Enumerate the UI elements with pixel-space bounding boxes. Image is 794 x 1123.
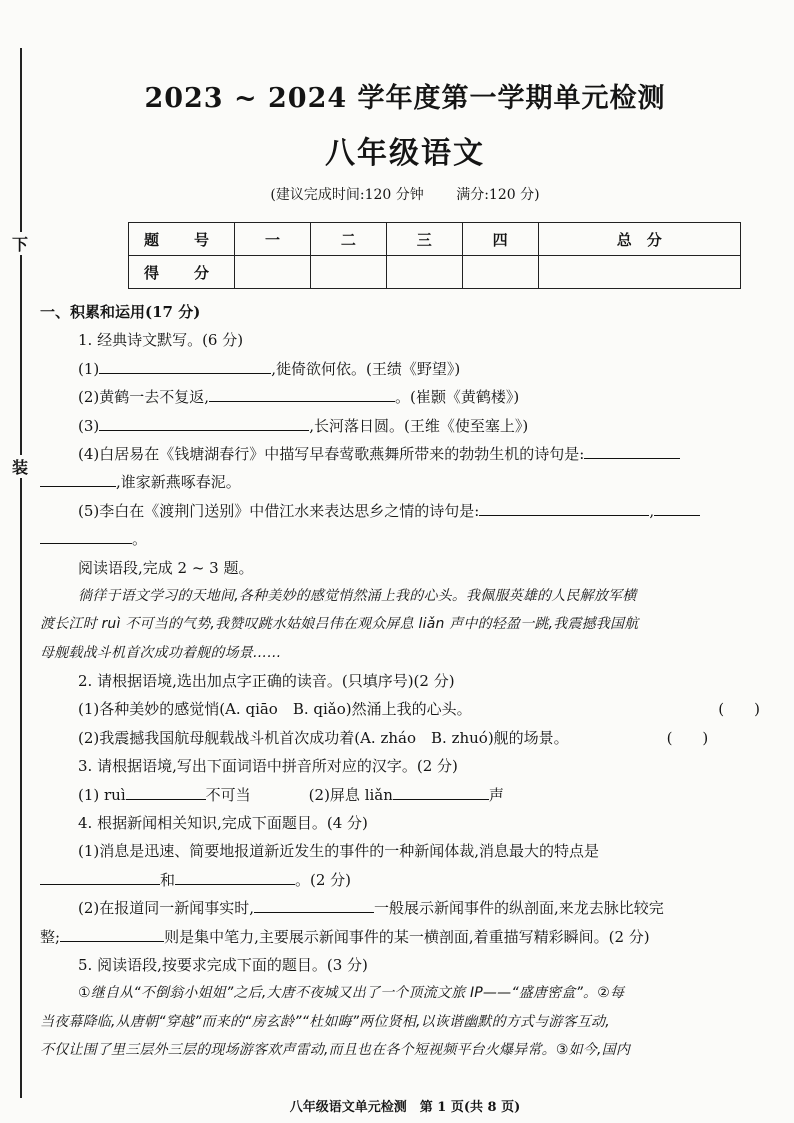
question-stem: 2. 请根据语境,选出加点字正确的读音。(只填序号)(2 分) bbox=[78, 672, 455, 691]
question-item bbox=[40, 412, 770, 440]
binding-line bbox=[20, 48, 22, 1098]
answer-paren[interactable]: ( ) bbox=[666, 728, 709, 747]
item-text: 。 bbox=[132, 530, 148, 549]
item-text: ,谁家新燕啄春泥。 bbox=[116, 473, 241, 492]
score-note: 满分:120 分) bbox=[456, 187, 540, 203]
item-text: (2)屏息 liǎn bbox=[308, 785, 393, 804]
score-table-header-row bbox=[129, 223, 741, 256]
time-note: (建议完成时间:120 分钟 bbox=[270, 187, 424, 203]
passage-line: 徜徉于语文学习的天地间,各种美妙的感觉悄然涌上我的心头。我佩服英雄的人民解放军横 bbox=[78, 587, 637, 604]
score-table-score-row bbox=[129, 256, 741, 289]
score-cell[interactable] bbox=[538, 256, 740, 289]
answer-blank[interactable] bbox=[40, 866, 160, 885]
answer-blank[interactable] bbox=[126, 781, 206, 800]
question-item-continued bbox=[40, 923, 770, 951]
question-item bbox=[40, 497, 770, 525]
item-text: (1)消息是迅速、简要地报道新近发生的事件的一种新闻体裁,消息最大的特点是 bbox=[78, 842, 600, 861]
reading-intro: 阅读语段,完成 2 ~ 3 题。 bbox=[78, 558, 254, 577]
item-text: 整; bbox=[40, 927, 61, 946]
answer-blank[interactable] bbox=[209, 383, 395, 402]
question-item bbox=[40, 894, 770, 922]
answer-blank[interactable] bbox=[99, 412, 309, 431]
item-text: 则是集中笔力,主要展示新闻事件的某一横剖面,着重描写精彩瞬间。(2 分) bbox=[164, 927, 650, 946]
item-text: 。(崔颢《黄鹤楼》) bbox=[395, 388, 520, 407]
binding-mark-top: 下 bbox=[8, 232, 32, 255]
answer-blank[interactable] bbox=[654, 497, 700, 516]
question-item bbox=[40, 781, 770, 809]
item-label: (3) bbox=[78, 416, 100, 435]
score-col-2: 二 bbox=[310, 223, 386, 256]
question-item-continued bbox=[40, 525, 770, 553]
section-heading: 一、积累和运用(17 分) bbox=[40, 303, 201, 321]
score-col-3: 三 bbox=[386, 223, 462, 256]
question-item bbox=[40, 440, 770, 468]
question-item bbox=[40, 695, 770, 723]
item-label: (1) bbox=[78, 359, 100, 378]
answer-paren[interactable]: ( ) bbox=[718, 700, 760, 719]
answer-blank[interactable] bbox=[479, 497, 649, 516]
item-text: (5)李白在《渡荆门送别》中借江水来表达思乡之情的诗句是: bbox=[78, 501, 480, 520]
answer-blank[interactable] bbox=[393, 781, 489, 800]
page-footer: 八年级语文单元检测 第 1 页(共 8 页) bbox=[289, 1100, 521, 1115]
score-cell[interactable] bbox=[462, 256, 538, 289]
item-text: (1)各种美妙的感觉悄(A. qiāo B. qiǎo)然涌上我的心头。 bbox=[78, 700, 472, 719]
score-row-label: 得 分 bbox=[129, 256, 235, 289]
question-item bbox=[40, 724, 770, 752]
item-text: (2)我震撼我国航母舰载战斗机首次成功着(A. zháo B. zhuó)舰的场景。 bbox=[78, 728, 569, 747]
score-cell[interactable] bbox=[310, 256, 386, 289]
score-cell[interactable] bbox=[386, 256, 462, 289]
item-text: , bbox=[649, 501, 655, 520]
question-item bbox=[40, 837, 770, 865]
exam-timing bbox=[40, 184, 770, 204]
passage-line: 当夜幕降临,从唐朝“穿越”而来的“房玄龄”“杜如晦”两位贤相,以诙谐幽默的方式与游客互动, bbox=[40, 1013, 610, 1030]
question-item bbox=[40, 383, 770, 411]
answer-blank[interactable] bbox=[584, 440, 680, 459]
answer-blank[interactable] bbox=[40, 468, 116, 487]
passage-line: ①继自从“不倒翁小姐姐”之后,大唐不夜城又出了一个顶流文旅 IP——“盛唐密盒”。②每 bbox=[78, 985, 625, 1002]
exam-content bbox=[40, 298, 770, 1065]
item-text: 和 bbox=[160, 870, 176, 889]
item-text: (1) ruì bbox=[78, 785, 126, 804]
score-col-total: 总 分 bbox=[538, 223, 740, 256]
question-stem: 4. 根据新闻相关知识,完成下面题目。(4 分) bbox=[78, 814, 368, 833]
binding-mark-bottom: 装 bbox=[8, 455, 32, 478]
answer-blank[interactable] bbox=[40, 525, 132, 544]
answer-blank[interactable] bbox=[175, 866, 295, 885]
exam-subtitle: 八年级语文 bbox=[325, 136, 485, 171]
item-text: ,徙倚欲何依。(王绩《野望》) bbox=[271, 359, 461, 378]
item-text: ,长河落日圆。(王维《使至塞上》) bbox=[309, 416, 529, 435]
score-col-4: 四 bbox=[462, 223, 538, 256]
score-table bbox=[128, 222, 741, 289]
question-stem: 5. 阅读语段,按要求完成下面的题目。(3 分) bbox=[78, 955, 368, 974]
answer-blank[interactable] bbox=[60, 923, 164, 942]
item-text: 一般展示新闻事件的纵剖面,来龙去脉比较完 bbox=[374, 899, 664, 918]
passage-line: 不仅让围了里三层外三层的现场游客欢声雷动,而且也在各个短视频平台火爆异常。③如今,国内 bbox=[40, 1042, 631, 1059]
passage-line: 母舰载战斗机首次成功着舰的场景…… bbox=[40, 644, 282, 661]
item-text: 不可当 bbox=[205, 785, 251, 804]
exam-page bbox=[40, 0, 770, 1123]
question-stem: 3. 请根据语境,写出下面词语中拼音所对应的汉字。(2 分) bbox=[78, 757, 458, 776]
item-text: 。(2 分) bbox=[295, 870, 352, 889]
question-item bbox=[40, 355, 770, 383]
item-text: (2)黄鹤一去不复返, bbox=[78, 388, 210, 407]
question-stem: 1. 经典诗文默写。(6 分) bbox=[78, 331, 244, 350]
exam-title: 2023 ~ 2024 学年度第一学期单元检测 bbox=[144, 83, 666, 114]
score-col-1: 一 bbox=[235, 223, 311, 256]
question-item-continued bbox=[40, 866, 770, 894]
item-text: 声 bbox=[488, 785, 504, 804]
item-text: (4)白居易在《钱塘湖春行》中描写早春莺歌燕舞所带来的勃勃生机的诗句是: bbox=[78, 444, 585, 463]
answer-blank[interactable] bbox=[254, 894, 374, 913]
question-item-continued bbox=[40, 468, 770, 496]
score-col-label: 题 号 bbox=[129, 223, 235, 256]
item-text: (2)在报道同一新闻事实时, bbox=[78, 899, 255, 918]
score-cell[interactable] bbox=[235, 256, 311, 289]
passage-line: 渡长江时 ruì 不可当的气势,我赞叹跳水姑娘吕伟在观众屏息 liǎn 声中的轻盈一跳,我震撼我国航 bbox=[40, 616, 639, 633]
answer-blank[interactable] bbox=[99, 355, 271, 374]
